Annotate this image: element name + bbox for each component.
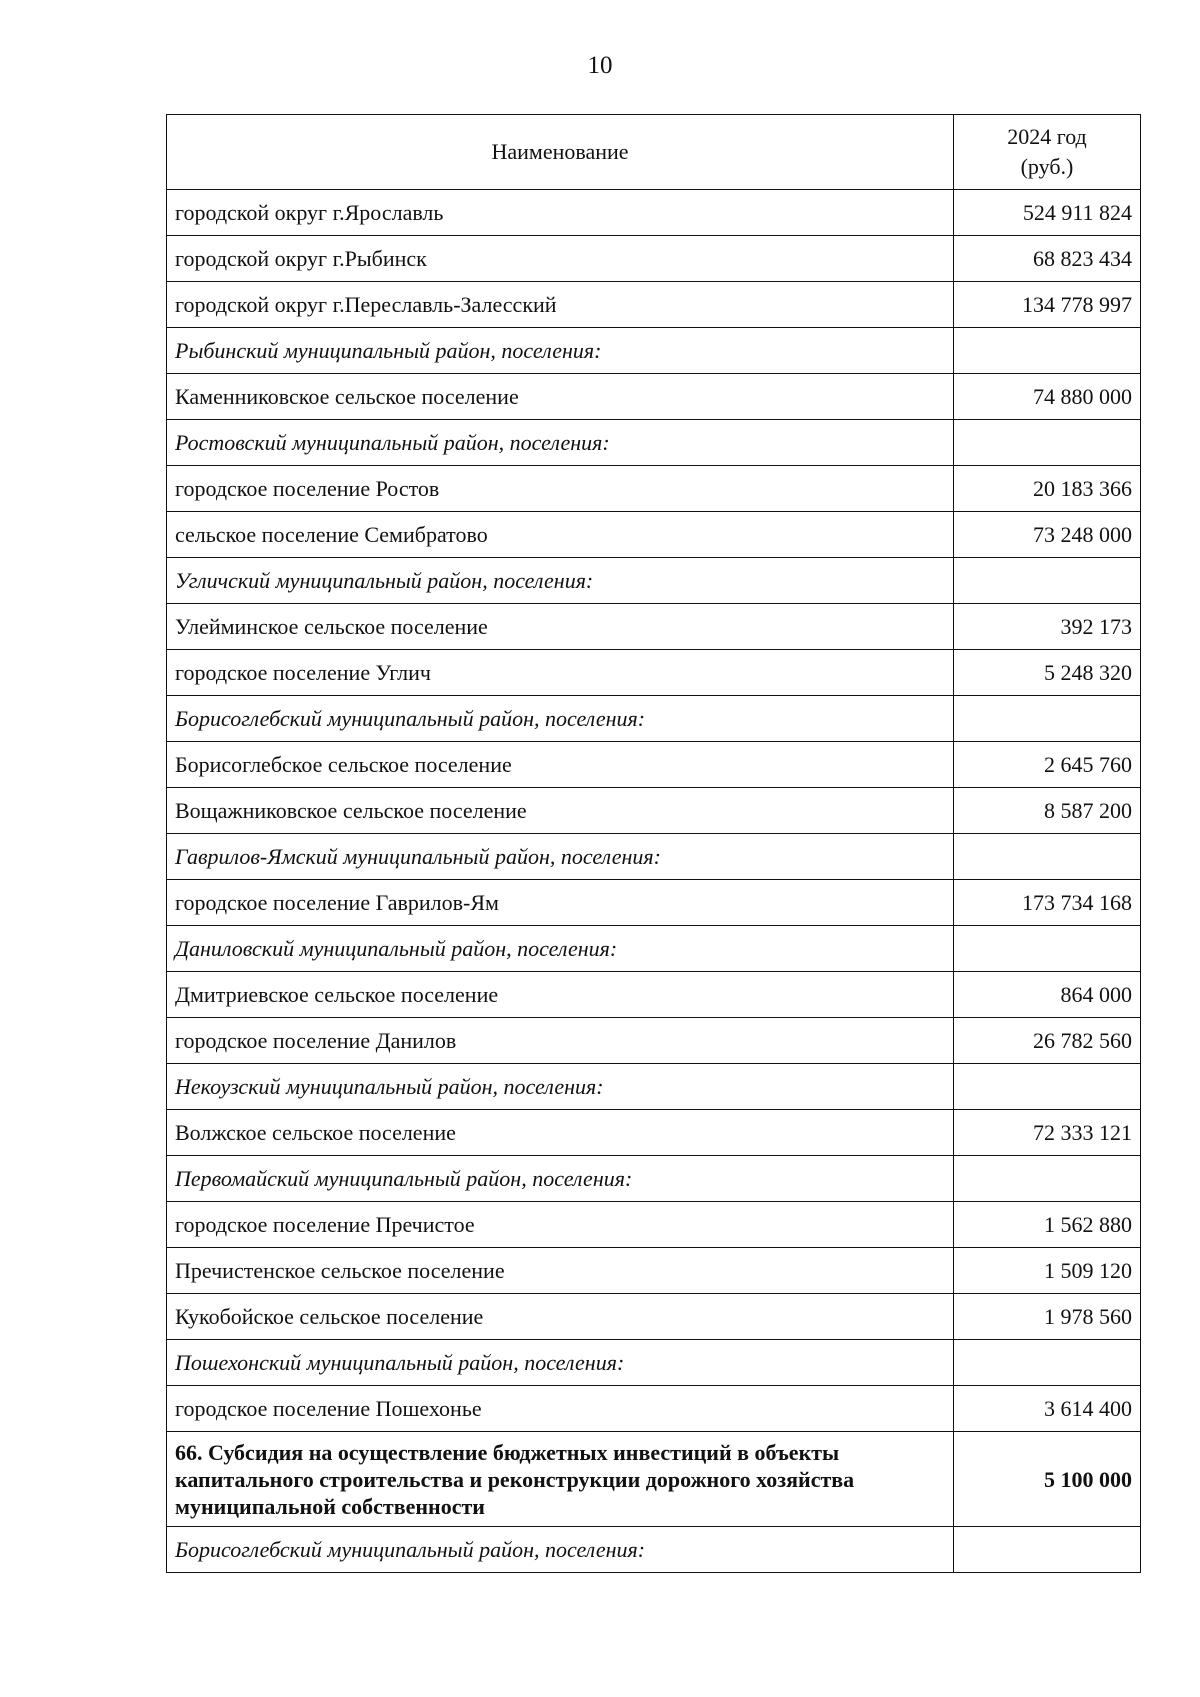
row-name: городской округ г.Переславль-Залесский — [167, 282, 954, 328]
row-name: сельское поселение Семибратово — [167, 512, 954, 558]
table-row — [167, 190, 1141, 236]
district-subheader-row — [167, 696, 1141, 742]
table-row — [167, 972, 1141, 1018]
district-subheader-row — [167, 420, 1141, 466]
row-name: Волжское сельское поселение — [167, 1110, 954, 1156]
row-name: Борисоглебское сельское поселение — [167, 742, 954, 788]
row-value — [954, 834, 1141, 880]
row-value: 3 614 400 — [954, 1386, 1141, 1432]
district-subheader: Борисоглебский муниципальный район, поселения: — [167, 1527, 954, 1573]
row-value: 2 645 760 — [954, 742, 1141, 788]
table-row — [167, 282, 1141, 328]
row-name: городской округ г.Ярославль — [167, 190, 954, 236]
section-heading-row — [167, 1432, 1141, 1527]
row-value: 68 823 434 — [954, 236, 1141, 282]
table-row — [167, 466, 1141, 512]
district-subheader-row — [167, 1156, 1141, 1202]
row-name: городское поселение Ростов — [167, 466, 954, 512]
column-header-year-label: 2024 год — [1007, 124, 1087, 149]
row-value — [954, 558, 1141, 604]
budget-table — [166, 114, 1141, 1573]
table-row — [167, 742, 1141, 788]
section-total: 5 100 000 — [954, 1432, 1141, 1527]
row-value — [954, 420, 1141, 466]
row-value: 74 880 000 — [954, 374, 1141, 420]
column-header-unit: (руб.) — [1020, 154, 1074, 179]
row-value: 73 248 000 — [954, 512, 1141, 558]
row-value — [954, 1064, 1141, 1110]
row-name: городской округ г.Рыбинск — [167, 236, 954, 282]
district-subheader-row — [167, 328, 1141, 374]
district-subheader-row — [167, 834, 1141, 880]
row-value: 1 509 120 — [954, 1248, 1141, 1294]
table-header-row — [167, 115, 1141, 190]
table-row — [167, 512, 1141, 558]
district-subheader: Угличский муниципальный район, поселения: — [167, 558, 954, 604]
district-subheader-row — [167, 1527, 1141, 1573]
row-name: городское поселение Гаврилов-Ям — [167, 880, 954, 926]
table-row — [167, 604, 1141, 650]
district-subheader-row — [167, 1064, 1141, 1110]
section-heading: 66. Субсидия на осуществление бюджетных инвестиций в объекты капитального строительства и реконструкции дорожного хозяйства муниципальной собственности — [167, 1432, 954, 1527]
row-name: городское поселение Пошехонье — [167, 1386, 954, 1432]
row-value: 5 248 320 — [954, 650, 1141, 696]
row-value — [954, 328, 1141, 374]
table-row — [167, 236, 1141, 282]
row-name: Кукобойское сельское поселение — [167, 1294, 954, 1340]
row-value: 392 173 — [954, 604, 1141, 650]
district-subheader-row — [167, 558, 1141, 604]
row-value: 72 333 121 — [954, 1110, 1141, 1156]
row-value: 1 562 880 — [954, 1202, 1141, 1248]
district-subheader-row — [167, 926, 1141, 972]
row-name: Каменниковское сельское поселение — [167, 374, 954, 420]
row-value — [954, 926, 1141, 972]
row-value: 20 183 366 — [954, 466, 1141, 512]
table-row — [167, 1018, 1141, 1064]
table-row — [167, 650, 1141, 696]
row-value — [954, 1156, 1141, 1202]
table-row — [167, 1110, 1141, 1156]
row-value: 8 587 200 — [954, 788, 1141, 834]
table-row — [167, 788, 1141, 834]
row-name: Пречистенское сельское поселение — [167, 1248, 954, 1294]
row-name: Вощажниковское сельское поселение — [167, 788, 954, 834]
table-row — [167, 1386, 1141, 1432]
district-subheader: Даниловский муниципальный район, поселения: — [167, 926, 954, 972]
row-name: городское поселение Данилов — [167, 1018, 954, 1064]
table-row — [167, 1248, 1141, 1294]
row-value — [954, 1340, 1141, 1386]
row-value: 864 000 — [954, 972, 1141, 1018]
district-subheader: Ростовский муниципальный район, поселения: — [167, 420, 954, 466]
row-value — [954, 696, 1141, 742]
column-header-name: Наименование — [167, 115, 954, 190]
row-name: городское поселение Углич — [167, 650, 954, 696]
row-value: 134 778 997 — [954, 282, 1141, 328]
table-row — [167, 1294, 1141, 1340]
table-row — [167, 374, 1141, 420]
district-subheader-row — [167, 1340, 1141, 1386]
row-value: 524 911 824 — [954, 190, 1141, 236]
row-value: 26 782 560 — [954, 1018, 1141, 1064]
table-row — [167, 1202, 1141, 1248]
district-subheader: Борисоглебский муниципальный район, поселения: — [167, 696, 954, 742]
column-header-year — [954, 115, 1141, 190]
page-number: 10 — [587, 52, 613, 79]
district-subheader: Пошехонский муниципальный район, поселения: — [167, 1340, 954, 1386]
row-name: Улейминское сельское поселение — [167, 604, 954, 650]
district-subheader: Рыбинский муниципальный район, поселения: — [167, 328, 954, 374]
row-name: городское поселение Пречистое — [167, 1202, 954, 1248]
row-value: 173 734 168 — [954, 880, 1141, 926]
table-row — [167, 880, 1141, 926]
district-subheader: Первомайский муниципальный район, поселения: — [167, 1156, 954, 1202]
row-name: Дмитриевское сельское поселение — [167, 972, 954, 1018]
row-value: 1 978 560 — [954, 1294, 1141, 1340]
district-subheader: Гаврилов-Ямский муниципальный район, поселения: — [167, 834, 954, 880]
district-subheader: Некоузский муниципальный район, поселения: — [167, 1064, 954, 1110]
row-value — [954, 1527, 1141, 1573]
